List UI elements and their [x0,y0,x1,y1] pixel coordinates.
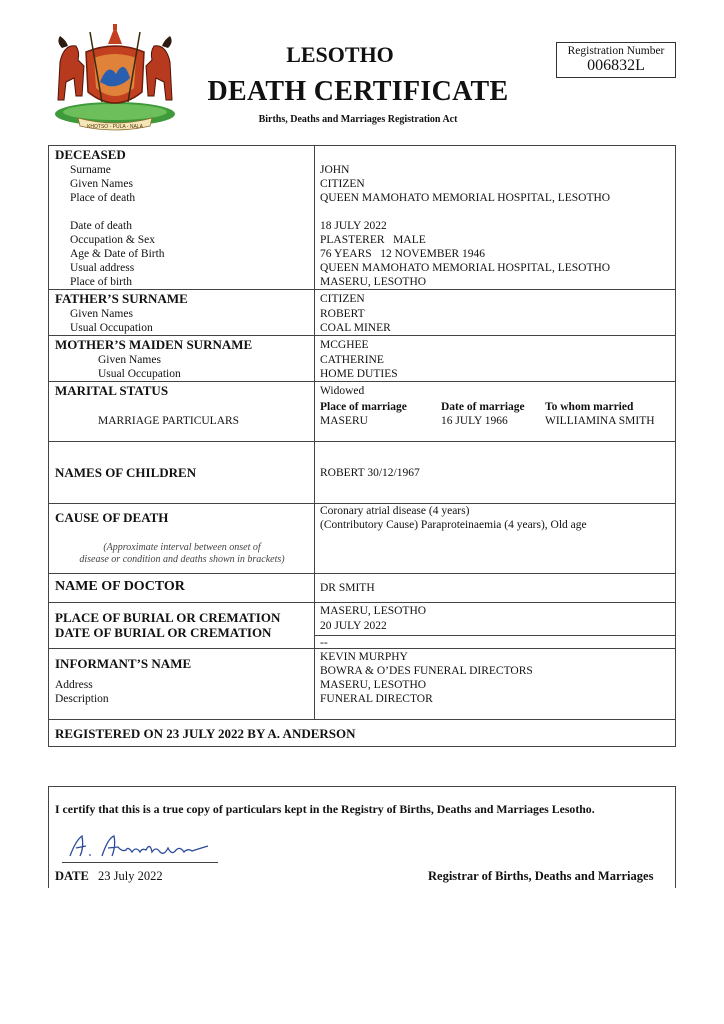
date-of-death-value: 18 JULY 2022 [320,220,387,232]
registration-number: 006832L [587,57,645,74]
row-divider [314,635,676,636]
row-divider [48,602,676,603]
registration-number-box [556,42,676,78]
usual-address-value: QUEEN MAMOHATO MEMORIAL HOSPITAL, LESOTHO [320,262,611,274]
to-whom-married-header: To whom married [545,401,634,413]
place-of-marriage-value: MASERU [320,415,368,427]
surname-label: Surname [70,164,111,176]
place-of-birth-value: MASERU, LESOTHO [320,276,427,288]
marital-status-heading: MARITAL STATUS [55,383,169,398]
father-given-names-label: Given Names [70,308,133,320]
row-divider [48,441,676,442]
burial-place-value: MASERU, LESOTHO [320,605,427,617]
place-of-death-value: QUEEN MAMOHATO MEMORIAL HOSPITAL, LESOTHO [320,192,611,204]
place-of-death-label: Place of death [70,192,136,204]
date-of-death-label: Date of death [70,220,132,232]
father-surname-heading: FATHER’S SURNAME [55,291,188,306]
occupation-sex-value: PLASTERER MALE [320,234,426,246]
column-divider [314,145,315,720]
deceased-heading: DECEASED [55,147,126,162]
row-divider [48,573,676,574]
given-names-value: CITIZEN [320,178,365,190]
cause-note-line-1: (Approximate interval between onset of [103,542,261,553]
registrar-signature [62,826,222,866]
informant-description-label: Description [55,693,109,705]
mother-occupation-label: Usual Occupation [98,368,181,380]
certification-statement: I certify that this is a true copy of particulars kept in the Registry of Births, Deaths and Marriages Lesotho. [55,802,595,816]
age-dob-label: Age & Date of Birth [70,248,165,260]
mother-surname-value: MCGHEE [320,339,369,351]
row-divider [48,381,676,382]
father-occupation-label: Usual Occupation [70,322,153,334]
surname-value: JOHN [320,164,350,176]
burial-place-heading: PLACE OF BURIAL OR CREMATION [55,610,281,625]
informant-name-value: KEVIN MURPHY [320,651,408,663]
row-divider [48,719,676,720]
registrar-title: Registrar of Births, Deaths and Marriages [428,869,654,883]
mother-occupation-value: HOME DUTIES [320,368,398,380]
row-divider [48,289,676,290]
row-divider [48,335,676,336]
marital-status-value: Widowed [320,385,365,397]
signature-line [62,862,218,863]
children-value: ROBERT 30/12/1967 [320,467,420,479]
coat-of-arms-crest [50,22,180,134]
doctor-value: DR SMITH [320,582,375,594]
mother-given-names-label: Given Names [98,354,161,366]
informant-address-value: MASERU, LESOTHO [320,679,427,691]
burial-date-value: 20 JULY 2022 [320,620,387,632]
informant-company-value: BOWRA & O’DES FUNERAL DIRECTORS [320,665,533,677]
given-names-label: Given Names [70,178,133,190]
registration-number-label: Registration Number [567,45,665,57]
certificate-title: DEATH CERTIFICATE [207,76,509,107]
mother-given-names-value: CATHERINE [320,354,384,366]
children-heading: NAMES OF CHILDREN [55,465,197,480]
marriage-particulars-label: MARRIAGE PARTICULARS [98,415,240,427]
row-divider [48,648,676,649]
father-surname-value: CITIZEN [320,293,365,305]
burial-extra-value: -- [320,637,328,649]
cause-line-2: (Contributory Cause) Paraproteinaemia (4 years), Old age [320,519,587,531]
cause-of-death-heading: CAUSE OF DEATH [55,510,169,525]
burial-date-heading: DATE OF BURIAL OR CREMATION [55,625,272,640]
crest-motto: KHOTSO - PULA - NALA [87,124,143,130]
certification-date-value: 23 July 2022 [98,869,163,883]
registered-statement: REGISTERED ON 23 JULY 2022 BY A. ANDERSON [55,726,356,741]
date-of-marriage-header: Date of marriage [441,401,525,413]
father-given-names-value: ROBERT [320,308,365,320]
certification-date-label: DATE [55,869,89,883]
informant-heading: INFORMANT’S NAME [55,656,192,671]
act-subtitle: Births, Deaths and Marriages Registration Act [258,114,458,125]
date-of-marriage-value: 16 JULY 1966 [441,415,508,427]
informant-description-value: FUNERAL DIRECTOR [320,693,433,705]
father-occupation-value: COAL MINER [320,322,391,334]
country-heading: LESOTHO [286,42,394,67]
occupation-sex-label: Occupation & Sex [70,234,155,246]
to-whom-married-value: WILLIAMINA SMITH [545,415,655,427]
cause-line-1: Coronary atrial disease (4 years) [320,505,470,517]
informant-address-label: Address [55,679,93,691]
usual-address-label: Usual address [70,262,135,274]
age-dob-value: 76 YEARS 12 NOVEMBER 1946 [320,248,486,260]
place-of-birth-label: Place of birth [70,276,132,288]
cause-note-line-2: disease or condition and deaths shown in brackets) [79,554,285,565]
mother-surname-heading: MOTHER’S MAIDEN SURNAME [55,337,253,352]
doctor-heading: NAME OF DOCTOR [55,579,185,594]
place-of-marriage-header: Place of marriage [320,401,407,413]
